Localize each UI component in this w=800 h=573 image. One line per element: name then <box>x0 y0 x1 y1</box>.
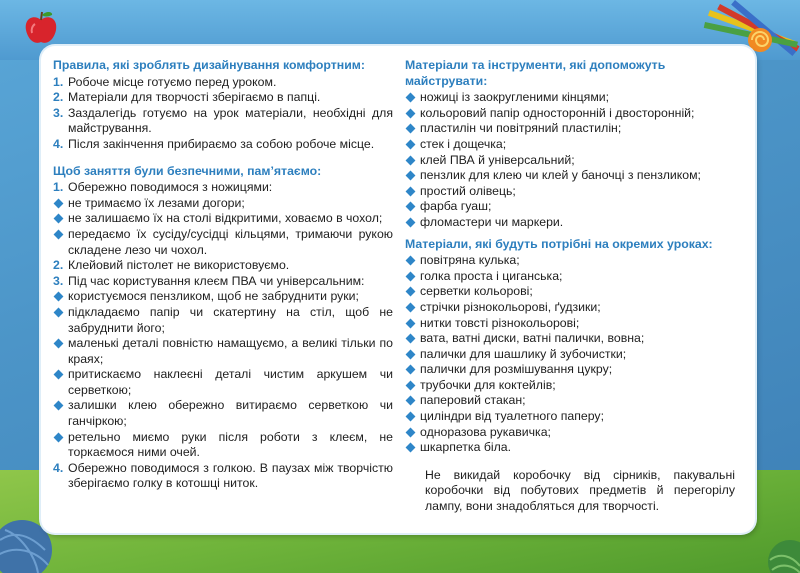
list-item <box>53 430 393 461</box>
list-item-text: стрічки різнокольорові, ґудзики; <box>420 299 601 314</box>
list-item-text: користуємося пензликом, щоб не забруднити руки; <box>68 289 359 304</box>
left-column <box>53 58 393 492</box>
rules-item <box>53 75 393 91</box>
list-item-text: серветки кольорові; <box>420 284 533 299</box>
diamond-bullet-icon <box>406 256 416 266</box>
diamond-bullet-icon <box>406 217 416 227</box>
diamond-bullet-icon <box>406 287 416 297</box>
list-item <box>405 199 745 215</box>
item-text: Обережно поводимося з голкою. В паузах між творчістю зберігаємо голку в котошці ниток. <box>68 460 393 491</box>
list-item-text: пластилін чи повітряний пластилін; <box>420 121 622 136</box>
list-item <box>405 153 745 169</box>
list-item-text: вата, ватні диски, ватні палички, вовна; <box>420 331 645 346</box>
list-item-text: ретельно миємо руки після роботи з клеєм, не торкаємося ними очей. <box>68 429 393 460</box>
list-item-text: голка проста і циганська; <box>420 268 563 283</box>
list-item <box>405 331 745 347</box>
item-number: 2. <box>53 258 64 273</box>
safety-item <box>53 180 393 196</box>
rules-item <box>53 137 393 153</box>
list-item-text: повітряна кулька; <box>420 253 520 268</box>
list-item <box>405 121 745 137</box>
item-text: Обережно поводимося з ножицями: <box>68 180 273 195</box>
diamond-bullet-icon <box>406 412 416 422</box>
diamond-bullet-icon <box>406 202 416 212</box>
list-item <box>53 336 393 367</box>
list-item-text: фарба гуаш; <box>420 199 492 214</box>
content-card <box>41 46 755 533</box>
list-item <box>405 440 745 456</box>
list-item-text: одноразова рукавичка; <box>420 424 551 439</box>
list-item <box>53 367 393 398</box>
safety-heading: Щоб заняття були безпечними, пам’ятаємо: <box>53 163 322 178</box>
item-number: 3. <box>53 273 64 288</box>
safety-item <box>53 274 393 290</box>
list-item-text: шкарпетка біла. <box>420 440 512 455</box>
list-item-text: паперовий стакан; <box>420 393 526 408</box>
rules-item <box>53 90 393 106</box>
list-item <box>405 378 745 394</box>
list-item <box>405 362 745 378</box>
diamond-bullet-icon <box>54 214 64 224</box>
list-item <box>53 398 393 429</box>
diamond-bullet-icon <box>406 93 416 103</box>
diamond-bullet-icon <box>406 171 416 181</box>
safety-item <box>53 258 393 274</box>
list-item-text: кольоровий папір односторонній і двосторонній; <box>420 105 695 120</box>
diamond-bullet-icon <box>54 370 64 380</box>
list-item-text: підкладаємо папір чи скатертину на стіл, щоб не забруднити його; <box>68 304 393 335</box>
list-item-text: клей ПВА й універсальний; <box>420 152 575 167</box>
safety-item <box>53 461 393 492</box>
diamond-bullet-icon <box>406 124 416 134</box>
diamond-bullet-icon <box>406 396 416 406</box>
diamond-bullet-icon <box>406 365 416 375</box>
item-text: Заздалегідь готуємо на урок матеріали, необхідні для майстрування. <box>68 105 393 136</box>
diamond-bullet-icon <box>54 198 64 208</box>
list-item-text: передаємо їх сусіду/сусідці кільцями, тримаючи рукою складене лезо чи чохол. <box>68 226 393 257</box>
diamond-bullet-icon <box>54 292 64 302</box>
item-text: Під час користування клеєм ПВА чи універсальним: <box>68 273 365 288</box>
list-item-text: не тримаємо їх лезами догори; <box>68 195 245 210</box>
diamond-bullet-icon <box>406 140 416 150</box>
right-column <box>405 58 745 515</box>
rules-item <box>53 106 393 137</box>
diamond-bullet-icon <box>54 339 64 349</box>
diamond-bullet-icon <box>54 307 64 317</box>
tools-heading: Матеріали та інструменти, які допоможуть майструвати: <box>405 58 666 88</box>
diamond-bullet-icon <box>406 271 416 281</box>
item-number: 2. <box>53 90 64 105</box>
item-number: 4. <box>53 460 64 475</box>
lesson-materials-list <box>405 253 745 456</box>
rules-heading: Правила, які зроблять дизайнування комфортним: <box>53 58 365 72</box>
list-item-text: притискаємо наклеєні деталі чистим аркушем чи серветкою; <box>68 367 393 397</box>
list-item <box>405 253 745 269</box>
list-item <box>405 106 745 122</box>
item-number: 3. <box>53 105 64 120</box>
list-item-text: фломастери чи маркери. <box>420 214 564 229</box>
item-text: Матеріали для творчості зберігаємо в папці. <box>68 90 321 105</box>
list-item <box>53 305 393 336</box>
list-item <box>405 90 745 106</box>
diamond-bullet-icon <box>54 401 64 411</box>
apple-icon <box>22 10 60 46</box>
note-text: Не викидай коробочку від сірників, пакувальні коробочки від побутових предметів й перегорілу лампу, вони знадобляться для творчості. <box>425 467 735 514</box>
list-item-text: ножиці із заокругленими кінцями; <box>420 90 610 105</box>
diamond-bullet-icon <box>54 229 64 239</box>
list-item-text: простий олівець; <box>420 183 516 198</box>
list-item <box>405 347 745 363</box>
item-number: 1. <box>53 74 64 89</box>
item-number: 1. <box>53 180 64 195</box>
list-item <box>405 300 745 316</box>
list-item-text: палички для розмішування цукру; <box>420 362 613 377</box>
list-item-text: стек і дощечка; <box>420 136 507 151</box>
diamond-bullet-icon <box>406 349 416 359</box>
diamond-bullet-icon <box>406 302 416 312</box>
list-item <box>405 316 745 332</box>
list-item-text: циліндри від туалетного паперу; <box>420 409 604 424</box>
lesson-materials-heading: Матеріали, які будуть потрібні на окремих уроках: <box>405 236 713 251</box>
list-item <box>405 184 745 200</box>
list-item <box>405 284 745 300</box>
diamond-bullet-icon <box>406 380 416 390</box>
list-item-text: не залишаємо їх на столі відкритими, ховаємо в чохол; <box>68 211 383 226</box>
item-text: Клейовий пістолет не використовуємо. <box>68 258 290 273</box>
list-item <box>405 409 745 425</box>
list-item <box>53 196 393 212</box>
list-item <box>53 289 393 305</box>
diamond-bullet-icon <box>406 318 416 328</box>
list-item-text: трубочки для коктейлів; <box>420 377 556 392</box>
list-item <box>53 227 393 258</box>
list-item-text: залишки клею обережно витираємо серветкою чи ганчіркою; <box>68 398 393 429</box>
list-item-text: палички для шашлику й зубочистки; <box>420 346 627 361</box>
diamond-bullet-icon <box>406 155 416 165</box>
list-item-text: маленькі деталі повністю намащуємо, а великі тільки по краях; <box>68 336 393 366</box>
item-text: Робоче місце готуємо перед уроком. <box>68 74 277 89</box>
list-item-text: пензлик для клею чи клей у баночці з пензликом; <box>420 168 701 183</box>
diamond-bullet-icon <box>406 186 416 196</box>
yarn-ball-icon <box>760 530 800 573</box>
list-item <box>405 393 745 409</box>
diamond-bullet-icon <box>406 427 416 437</box>
item-number: 4. <box>53 136 64 151</box>
diamond-bullet-icon <box>406 443 416 453</box>
tools-list <box>405 90 745 230</box>
list-item <box>405 425 745 441</box>
diamond-bullet-icon <box>54 432 64 442</box>
list-item <box>405 168 745 184</box>
list-item <box>53 211 393 227</box>
list-item <box>405 215 745 231</box>
diamond-bullet-icon <box>406 334 416 344</box>
item-text: Після закінчення прибираємо за собою робоче місце. <box>68 136 375 151</box>
list-item <box>405 137 745 153</box>
diamond-bullet-icon <box>406 108 416 118</box>
list-item-text: нитки товсті різнокольорові; <box>420 315 580 330</box>
list-item <box>405 269 745 285</box>
